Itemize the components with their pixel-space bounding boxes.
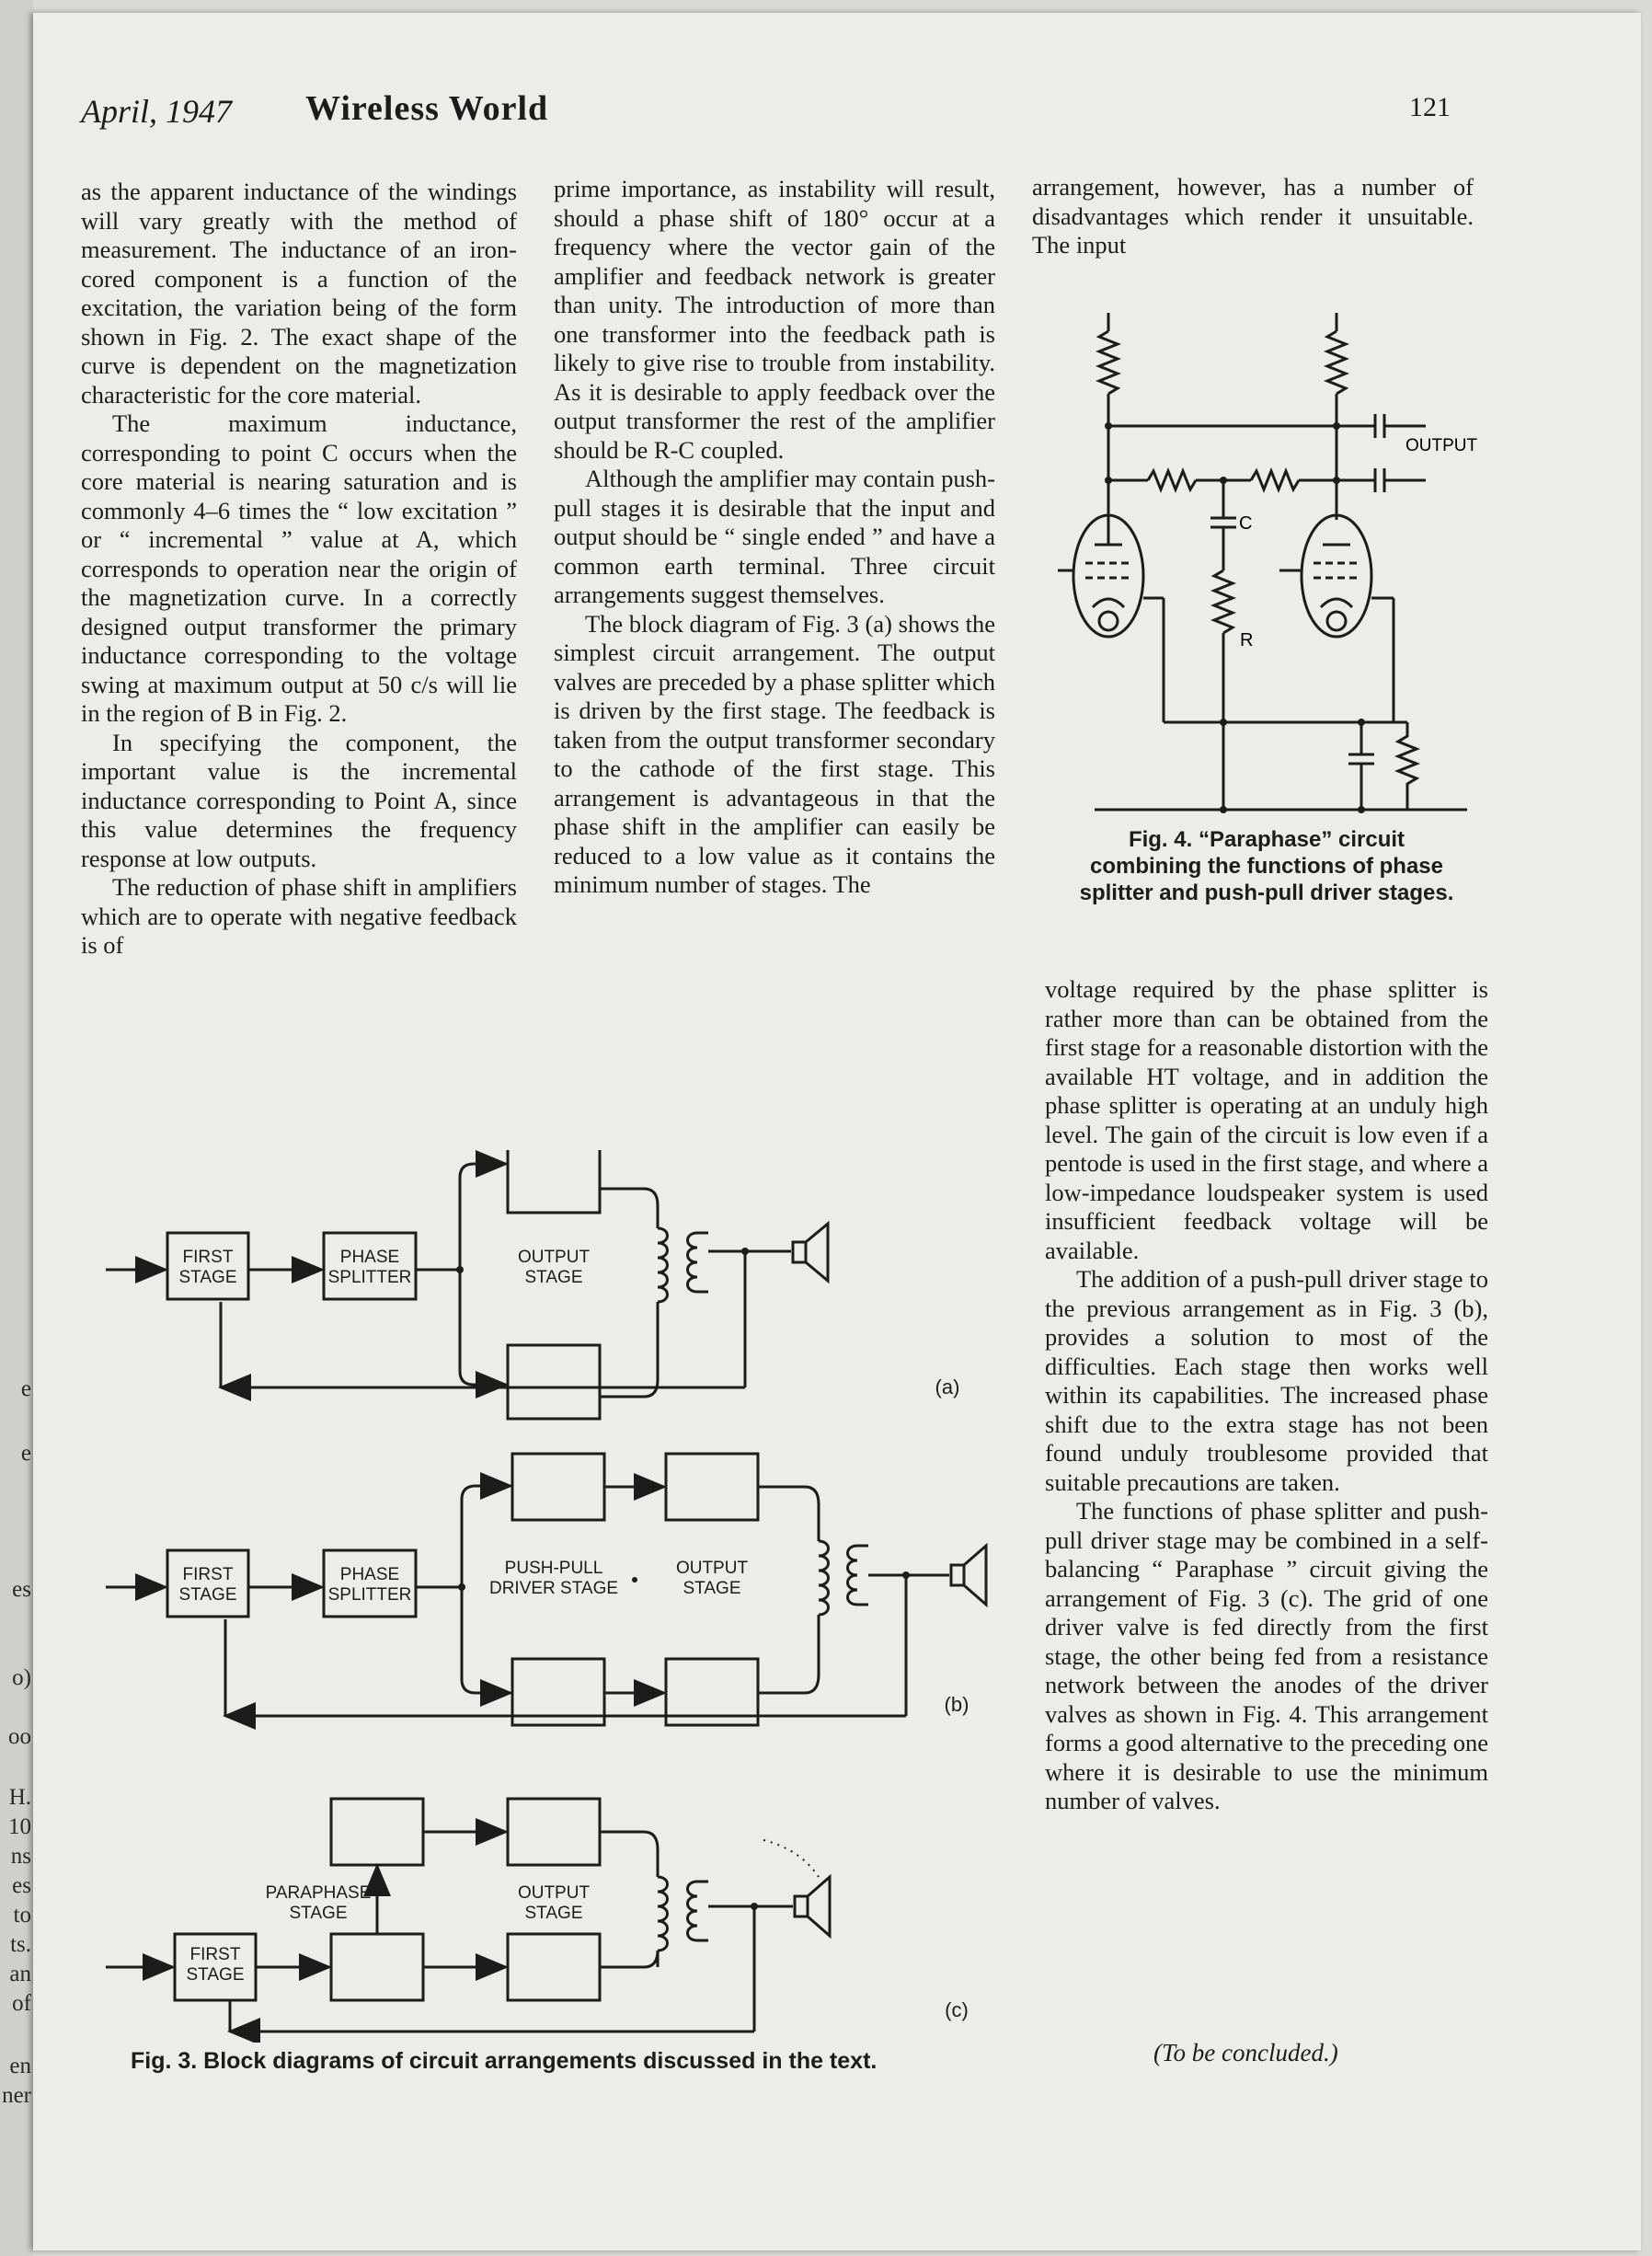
text-column-2 — [554, 175, 995, 900]
fig3b-first-stage-label-1: FIRST — [182, 1565, 234, 1584]
prev-fragment: es — [12, 1577, 31, 1602]
fig3-caption: Fig. 3. Block diagrams of circuit arrangements discussed in the text. — [131, 2048, 878, 2074]
fig3a-phase-splitter-label-1: PHASE — [339, 1248, 400, 1267]
fig3b-driver-label-2: DRIVER STAGE — [488, 1579, 619, 1598]
prev-fragment: 10 — [8, 1814, 31, 1839]
fig3b-first-stage-label-2: STAGE — [178, 1585, 237, 1605]
prev-fragment: ns — [10, 1844, 31, 1869]
fig4-paraphase-schematic — [1058, 304, 1481, 819]
prev-fragment: o) — [12, 1665, 31, 1690]
issue-date: April, 1947 — [81, 93, 233, 130]
paragraph: The functions of phase splitter and push-pull driver stage may be combined in a self-balancing “ Paraphase ” circuit giving the arrangement of Fig. 3 (c). The grid of one driver valve is fed directly from the first stage, the other being fed from a resistance network between the anodes of the driver valves as shown in Fig. 4. This arrangement forms a good alternative to the preceding one where it is desirable to use the minimum number of valves. — [1045, 1497, 1488, 1814]
prev-fragment: an — [9, 1962, 31, 1986]
fig3c-tag: (c) — [945, 1998, 969, 2021]
paragraph: The reduction of phase shift in amplifiers which are to operate with negative feedback is of — [81, 873, 517, 959]
paragraph: arrangement, however, has a number of disadvantages which render it unsuitable. The input — [1032, 173, 1474, 259]
prev-fragment: H. — [8, 1785, 31, 1810]
text-column-3-top — [1032, 173, 1474, 260]
prev-fragment: ner — [2, 2083, 31, 2108]
fig3c-paraphase-label-1: PARAPHASE — [265, 1883, 372, 1903]
fig3c-paraphase-label-2: STAGE — [289, 1904, 348, 1923]
prev-fragment: e — [20, 1441, 31, 1466]
prev-fragment: oo — [8, 1724, 31, 1749]
fig3c-output-stage-label-1: OUTPUT — [517, 1883, 591, 1903]
fig3a-output-stage-label-1: OUTPUT — [517, 1248, 591, 1267]
fig4-output-label: OUTPUT — [1405, 436, 1478, 455]
prev-fragment: en — [9, 2054, 31, 2078]
magazine-title: Wireless World — [305, 89, 549, 128]
paragraph: The maximum inductance, corresponding to point C occurs when the core material is nearing saturation and is commonly 4–6 times the “ low excitation ” or “ incremental ” value at A, which corresponds to operation near the origin of the magnetization curve. In a correctly designed output transformer the primary inductance corresponding to the voltage swing at maximum output at 50 c/s will lie in the region of B in Fig. 2. — [81, 409, 517, 727]
prev-fragment: e — [20, 1376, 31, 1401]
fig3c-first-stage-label-2: STAGE — [186, 1965, 245, 1985]
page-number: 121 — [1409, 92, 1451, 122]
fig4-c-label: C — [1239, 513, 1253, 534]
fig3a-first-stage-label-2: STAGE — [178, 1268, 237, 1287]
fig3c-output-stage-label-2: STAGE — [524, 1904, 583, 1923]
fig4-caption: Fig. 4. “Paraphase” circuit combining the functions of phase splitter and push-pull driver stages. — [1079, 827, 1454, 905]
fig3b-tag: (b) — [944, 1693, 969, 1716]
fig3a-first-stage-label-1: FIRST — [182, 1248, 234, 1267]
paragraph: as the apparent inductance of the windings will vary greatly with the method of measurement. The inductance of an iron-cored component is a function of the excitation, the variation being of the form shown in Fig. 2. The exact shape of the curve is dependent on the magnetization characteristic for the core material. — [81, 178, 517, 409]
fig3c-first-stage-label-1: FIRST — [189, 1945, 241, 1964]
text-column-3-bottom — [1045, 975, 1488, 1816]
paragraph: voltage required by the phase splitter is rather more than can be obtained from the first stage for a reasonable distortion with the available HT voltage, and in addition the phase splitter is operating at an unduly high level. The gain of the circuit is low even if a pentode is used in the first stage, and where a low-impedance loudspeaker system is used insufficient feedback voltage will be available. — [1045, 975, 1488, 1264]
paragraph: prime importance, as instability will result, should a phase shift of 180° occur at a frequency where the vector gain of the amplifier and feedback network is greater than unity. The introduction of more than one transformer into the feedback path is likely to give rise to trouble from instability. As it is desirable to apply feedback over the output transformer the rest of the amplifier should be R-C coupled. — [554, 175, 995, 464]
fig4-r-label: R — [1240, 630, 1254, 650]
fig3-block-diagrams — [101, 1150, 1021, 2043]
fig3b-output-stage-label-1: OUTPUT — [675, 1559, 749, 1578]
previous-page-edge — [0, 0, 33, 2256]
fig3a-output-stage-label-2: STAGE — [524, 1268, 583, 1287]
fig3b-phase-splitter-label-1: PHASE — [339, 1565, 400, 1584]
fig3b-output-stage-label-2: STAGE — [683, 1579, 741, 1598]
prev-fragment: es — [12, 1873, 31, 1898]
prev-fragment: to — [13, 1903, 31, 1928]
paragraph: Although the amplifier may contain push-pull stages it is desirable that the input and output should be “ single ended ” and have a common earth terminal. Three circuit arrangements suggest themselves. — [554, 465, 995, 608]
prev-fragment: of — [12, 1991, 31, 2016]
fig3b-phase-splitter-label-2: SPLITTER — [327, 1585, 412, 1605]
fig3a-phase-splitter-label-2: SPLITTER — [327, 1268, 412, 1287]
text-column-1 — [81, 178, 517, 961]
paragraph: In specifying the component, the important value is the incremental inductance corresponding to Point A, since this value determines the frequency response at low outputs. — [81, 728, 517, 872]
prev-fragment: ts. — [10, 1932, 31, 1957]
fig3a-tag: (a) — [935, 1375, 960, 1398]
paragraph: The addition of a push-pull driver stage to the previous arrangement as in Fig. 3 (b), provides a solution to most of the difficulties. Each stage then works well within its capabilities. The increased phase shift due to the extra stage has not been found unduly troublesome provided that suitable precautions are taken. — [1045, 1265, 1488, 1496]
paragraph: The block diagram of Fig. 3 (a) shows the simplest circuit arrangement. The output valves are preceded by a phase splitter which is driven by the first stage. The feedback is taken from the output transformer secondary to the cathode of the first stage. This arrangement is advantageous in that the phase shift in the amplifier can easily be reduced to a low value as it contains the minimum number of stages. The — [554, 609, 995, 898]
to-be-concluded: (To be concluded.) — [1153, 2039, 1338, 2066]
fig3b-driver-label-1: PUSH-PULL — [504, 1559, 603, 1578]
